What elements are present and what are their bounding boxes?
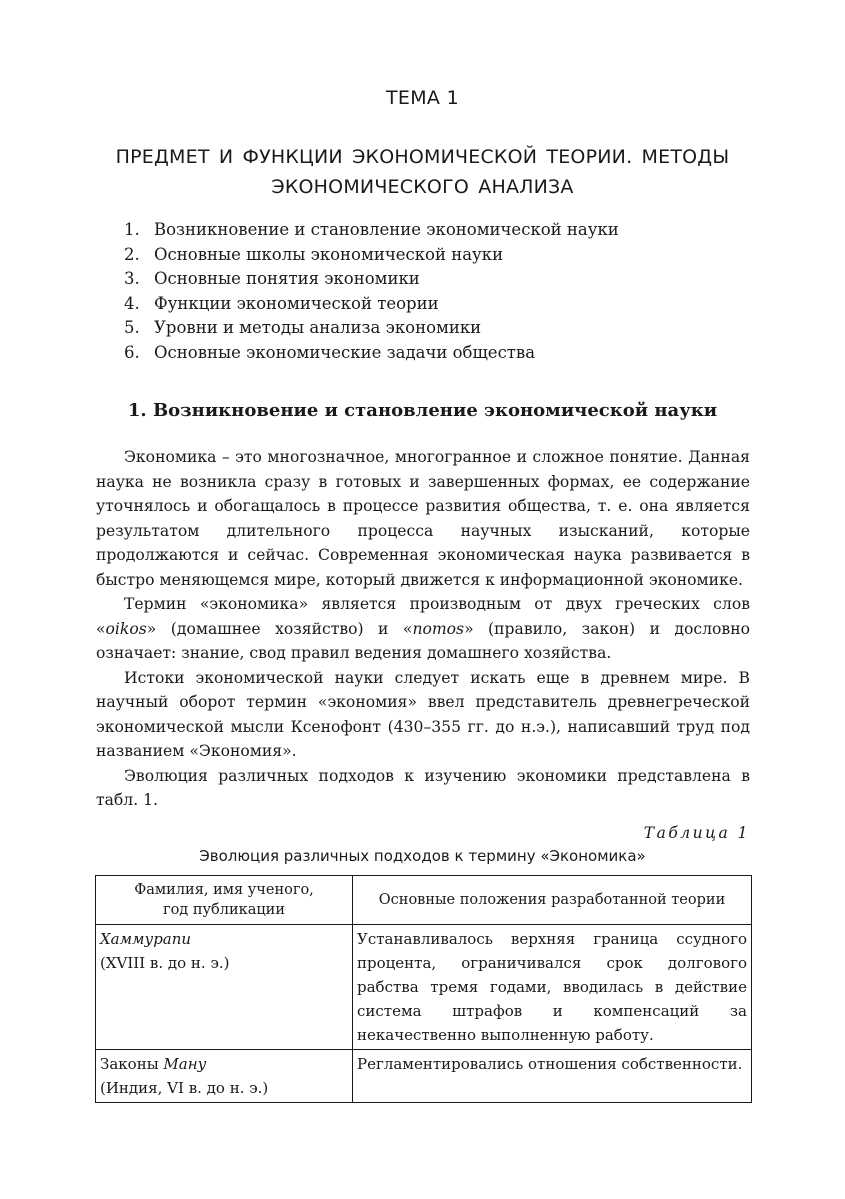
section-heading: 1. Возникновение и становление экономической науки — [127, 400, 718, 421]
paragraph-2-part-c: » (правило, закон) и дословно означает: знание, свод правил ведения домашнего хозяйства. — [96, 619, 750, 662]
paragraph-2-part-a: Термин «экономика» является производным от двух греческих слов « — [96, 595, 750, 638]
theme-number: ТЕМА 1 — [386, 87, 459, 109]
scientist-cell — [96, 1050, 353, 1103]
paragraph-4: Эволюция различных подходов к изучению экономики представлена в табл. 1. — [96, 766, 750, 809]
paragraph-2 — [96, 592, 750, 666]
scientist-date: (XVIII в. до н. э.) — [100, 954, 230, 972]
topic-text: Основные экономические задачи общества — [154, 342, 536, 362]
topic-number: 6. — [124, 342, 140, 362]
body-text — [96, 445, 750, 813]
topic-text: Основные понятия экономики — [154, 269, 420, 289]
topic-number: 5. — [124, 318, 140, 338]
paragraph-1: Экономика – это многозначное, многогранное и сложное понятие. Данная наука не возникла сразу в готовых и завершенных формах, ее содержание уточнялось и обогащалось в процессе развития общества, т. е. она является результатом длительного процесса научных изысканий, которые продолжаются и сейчас. Современная экономическая наука развивается в быстро меняющемся мире, который движется к информационной экономике. — [96, 448, 750, 589]
table-label: Таблица 1 — [643, 824, 750, 842]
topic-list — [124, 218, 724, 366]
theme-title — [70, 142, 775, 202]
topic-text: Уровни и методы анализа экономики — [154, 318, 482, 338]
table-caption: Эволюция различных подходов к термину «Экономика» — [199, 847, 646, 865]
topic-item — [124, 243, 724, 268]
column-header-theory: Основные положения разработанной теории — [353, 876, 752, 925]
topic-number: 2. — [124, 244, 140, 264]
topic-text: Возникновение и становление экономической науки — [154, 220, 619, 239]
theory-cell: Устанавливалось верхняя граница ссудного процента, ограничивался срок долгового рабства тремя годами, вводилась в действие система штрафов и компенсаций за некачественно выполненную работу. — [353, 925, 752, 1050]
theory-cell: Регламентировались отношения собственности. — [353, 1050, 752, 1103]
scientist-name — [100, 927, 348, 951]
scientist-name-italic: Ману — [163, 1055, 207, 1073]
table-row — [96, 1050, 752, 1103]
theme-title-line-1: ПРЕДМЕТ И ФУНКЦИИ ЭКОНОМИЧЕСКОЙ ТЕОРИИ. МЕТОДЫ — [115, 146, 730, 168]
column-header-scientist-line-2: год публикации — [162, 902, 286, 918]
topic-text: Функции экономической теории — [154, 293, 439, 313]
topic-number: 1. — [124, 220, 140, 239]
scientist-date: (Индия, VI в. до н. э.) — [100, 1079, 269, 1097]
topic-number: 4. — [124, 293, 140, 313]
theme-title-line-2: ЭКОНОМИЧЕСКОГО АНАЛИЗА — [271, 176, 574, 198]
paragraph-2-part-b: » (домашнее хозяйство) и « — [146, 619, 413, 638]
column-header-scientist-line-1: Фамилия, имя ученого, — [134, 882, 314, 898]
paragraph-3: Истоки экономической науки следует искать еще в древнем мире. В научный оборот термин «экономия» ввел представитель древнегреческой экономической мысли Ксенофонт (430–355 гг. до н.э.), написавший труд под названием «Экономия». — [96, 668, 750, 760]
scientist-name — [100, 1052, 348, 1076]
topic-item — [124, 218, 724, 243]
table-header-row — [96, 876, 752, 925]
scientist-cell — [96, 925, 353, 1050]
topic-text: Основные школы экономической науки — [154, 244, 504, 264]
term-nomos: nomos — [412, 619, 465, 638]
term-oikos: oikos — [105, 619, 147, 638]
topic-item — [124, 316, 724, 341]
topic-item — [124, 341, 724, 366]
topic-item — [124, 267, 724, 292]
scientist-name-prefix: Законы — [100, 1055, 164, 1073]
column-header-scientist — [96, 876, 353, 925]
evolution-table — [95, 875, 752, 1103]
scientist-name-italic: Хаммурапи — [100, 930, 192, 948]
table-row — [96, 925, 752, 1050]
topic-item — [124, 292, 724, 317]
topic-number: 3. — [124, 269, 140, 289]
